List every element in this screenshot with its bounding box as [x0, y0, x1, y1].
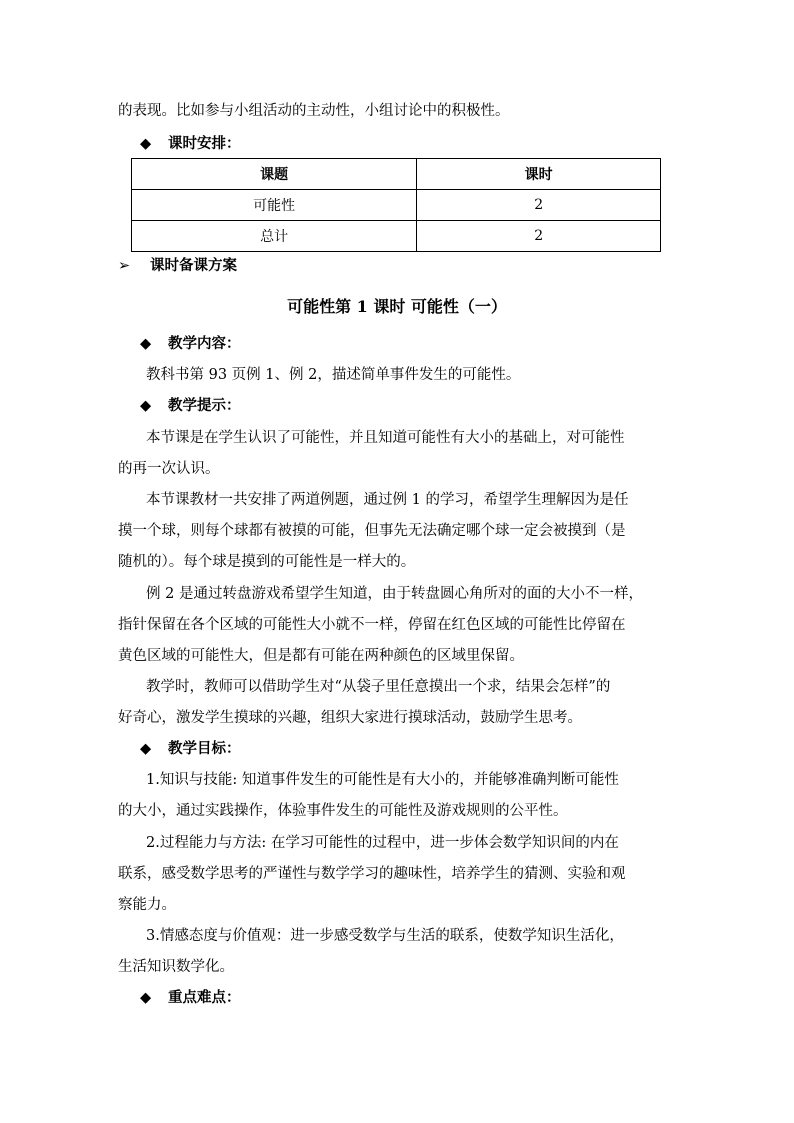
goals-line: 1.知识与技能: 知道事件发生的可能性是有大小的，并能够准确判断可能性 — [146, 772, 619, 788]
table-row — [132, 190, 661, 221]
schedule-table — [131, 158, 661, 252]
goals-heading: 教学目标： — [168, 740, 241, 757]
diamond-bullet-icon: ◆ — [140, 741, 152, 757]
table-header-hours: 课时 — [417, 159, 661, 190]
tips-line: 随机的）。每个球是摸到的可能性是一样大的。 — [118, 554, 416, 570]
table-cell: 总计 — [132, 221, 417, 252]
tips-line: 黄色区域的可能性大，但是都有可能在两种颜色的区域里保留。 — [118, 648, 524, 664]
content-heading: 教学内容： — [168, 335, 241, 352]
lesson-title: 可能性第 1 课时 可能性（一） — [287, 297, 507, 316]
key-points-heading-row — [140, 988, 241, 1008]
table-cell: 2 — [417, 190, 661, 221]
content-text: 教科书第 93 页例 1、例 2，描述简单事件发生的可能性。 — [146, 367, 521, 383]
goals-line: 的大小，通过实践操作，体验事件发生的可能性及游戏规则的公平性。 — [118, 803, 568, 819]
schedule-heading-row — [140, 134, 241, 154]
table-cell: 2 — [417, 221, 661, 252]
tips-line: 本节课教材一共安排了两道例题，通过例 1 的学习，希望学生理解因为是任 — [146, 492, 629, 508]
tips-line: 指针保留在各个区域的可能性大小就不一样，停留在红色区域的可能性比停留在 — [118, 617, 626, 633]
plan-heading-row — [118, 256, 237, 276]
arrow-bullet-icon: ➢ — [118, 258, 131, 274]
tips-heading: 教学提示： — [168, 397, 241, 414]
table-cell: 可能性 — [132, 190, 417, 221]
key-points-heading: 重点难点： — [168, 989, 241, 1006]
table-header-row — [132, 159, 661, 190]
tips-line: 好奇心，激发学生摸球的兴趣，组织大家进行摸球活动，鼓励学生思考。 — [118, 710, 582, 726]
plan-heading: 课时备课方案 — [150, 257, 237, 274]
table-row — [132, 221, 661, 252]
tips-line: 的再一次认识。 — [118, 461, 220, 477]
diamond-bullet-icon: ◆ — [140, 990, 152, 1006]
tips-line: 例 2 是通过转盘游戏希望学生知道，由于转盘圆心角所对的面的大小不一样， — [146, 586, 643, 602]
diamond-bullet-icon: ◆ — [140, 398, 152, 414]
goals-line: 联系，感受数学思考的严谨性与数学学习的趣味性，培养学生的猜测、实验和观 — [118, 866, 626, 882]
tips-line: 摸一个球，则每个球都有被摸的可能，但事先无法确定哪个球一定会被摸到（是 — [118, 523, 626, 539]
tips-line: 教学时，教师可以借助学生对“从袋子里任意摸出一个求，结果会怎样”的 — [146, 679, 611, 695]
table-header-topic: 课题 — [132, 159, 417, 190]
goals-heading-row — [140, 739, 241, 759]
tips-heading-row — [140, 396, 241, 416]
intro-line: 的表现。比如参与小组活动的主动性，小组讨论中的积极性。 — [118, 103, 510, 119]
goals-line: 生活知识数学化。 — [118, 959, 234, 975]
diamond-bullet-icon: ◆ — [140, 336, 152, 352]
diamond-bullet-icon: ◆ — [140, 136, 152, 152]
content-heading-row — [140, 334, 241, 354]
schedule-heading: 课时安排： — [168, 135, 241, 152]
goals-line: 3.情感态度与价值观：进一步感受数学与生活的联系，使数学知识生活化， — [146, 928, 624, 944]
goals-line: 察能力。 — [118, 897, 176, 913]
goals-line: 2.过程能力与方法: 在学习可能性的过程中，进一步体会数学知识间的内在 — [146, 835, 619, 851]
tips-line: 本节课是在学生认识了可能性，并且知道可能性有大小的基础上，对可能性 — [146, 430, 625, 446]
